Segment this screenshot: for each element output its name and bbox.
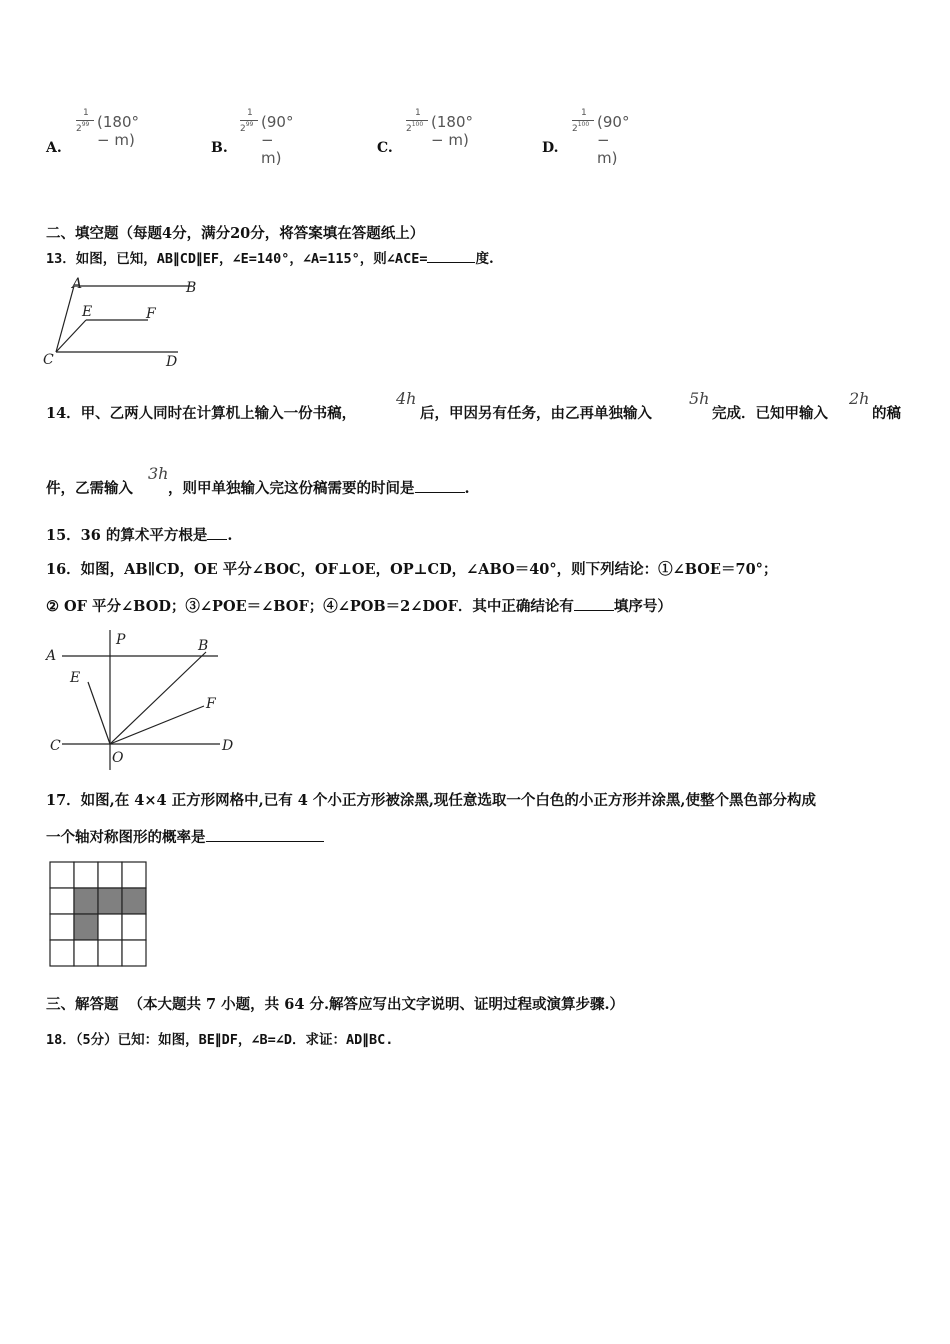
q13-label-c: C [43,352,54,368]
q16-label-b: B [198,638,209,654]
grid-cell-white[interactable] [74,862,98,888]
q13-label-d: D [166,354,178,370]
q13-label-f: F [146,306,156,322]
grid-cell-white[interactable] [50,914,74,940]
q16-answer-blank[interactable] [574,596,614,611]
q16-label-c: C [50,738,61,754]
q16-label-d: D [222,738,234,754]
q16-label-p: P [116,632,126,648]
q17-line1: 17．如图,在 4×4 正方形网格中,已有 4 个小正方形被涂黑,现任意选取一个白色的小正方形并涂黑,使整个黑色部分构成 [46,792,816,809]
q14-line2-b: ，则甲单独输入完这份稿需要的时间是 . [168,480,470,497]
q14-answer-blank[interactable] [415,478,465,493]
grid-cell-white[interactable] [50,888,74,914]
q13-tail: 度. [475,251,494,267]
q16-line1: 16．如图，AB∥CD，OE 平分∠BOC，OF⊥OE，OP⊥CD，∠ABO＝40°，则下列结论：①∠BOE＝70°； [46,561,778,578]
grid-cell-white[interactable] [122,862,146,888]
q16-figure [40,626,250,774]
q16-label-o: O [112,750,124,766]
grid-cell-white[interactable] [98,940,122,966]
grid-cell-white[interactable] [122,940,146,966]
q14-4h: 4h [396,389,417,408]
q16-label-e: E [70,670,81,686]
q13-label-b: B [186,280,197,296]
section-3-heading: 三、解答题 （本大题共 7 小题，共 64 分.解答应写出文字说明、证明过程或演算步骤.） [46,996,625,1013]
grid-cell-black [74,914,98,940]
section-2-heading: 二、填空题（每题4分，满分20分，将答案填在答题纸上） [46,225,425,242]
grid-cell-black [74,888,98,914]
q14-line2-a: 件，乙需输入 [46,480,133,497]
grid-cell-black [98,888,122,914]
grid-cell-white[interactable] [50,862,74,888]
q14-line1-c: 完成．已知甲输入 [712,405,828,422]
q14-2h: 2h [849,389,870,408]
q18-text: 18．（5分）已知：如图，BE∥DF，∠B=∠D．求证：AD∥BC. [46,1032,394,1048]
q15-answer-blank[interactable] [207,525,227,540]
grid-cell-black [122,888,146,914]
option-c-label[interactable]: C. [377,140,393,156]
q17-answer-blank[interactable] [206,827,324,842]
q13-label-e: E [82,304,93,320]
q13-answer-blank[interactable] [427,248,475,263]
q14-line1-b: 后，甲因另有任务，由乙再单独输入 [420,405,652,422]
q13-stem: 13．如图，已知，AB∥CD∥EF，∠E=140°，∠A=115°，则∠ACE= [46,251,428,267]
grid-cell-white[interactable] [98,862,122,888]
q17-grid [48,860,150,972]
option-b-label[interactable]: B. [211,140,228,156]
grid-cell-white[interactable] [50,940,74,966]
q17-line2: 一个轴对称图形的概率是 [46,826,324,847]
q14-line1-d: 的稿 [872,405,901,422]
q14-5h: 5h [689,389,710,408]
q13-text [46,247,494,267]
q16-label-a: A [46,648,57,664]
section-3-note: （本大题共 7 小题，共 64 分.解答应写出文字说明、证明过程或演算步骤.） [128,996,625,1013]
q15-text: 15．36 的算术平方根是 . [46,527,233,544]
q14-3h: 3h [148,464,169,483]
grid-cell-white[interactable] [74,940,98,966]
q16-line2: ② OF 平分∠BOD；③∠POE＝∠BOF；④∠POB＝2∠DOF．其中正确结论有 填序号） [46,598,672,615]
q13-figure [40,274,210,370]
q14-line1: 14．甲、乙两人同时在计算机上输入一份书稿， [46,405,357,422]
grid-cell-white[interactable] [122,914,146,940]
q13-label-a: A [72,276,83,292]
option-d-label[interactable]: D. [542,140,559,156]
grid-cell-white[interactable] [98,914,122,940]
option-a-label[interactable]: A. [46,140,62,156]
q16-label-f: F [206,696,216,712]
